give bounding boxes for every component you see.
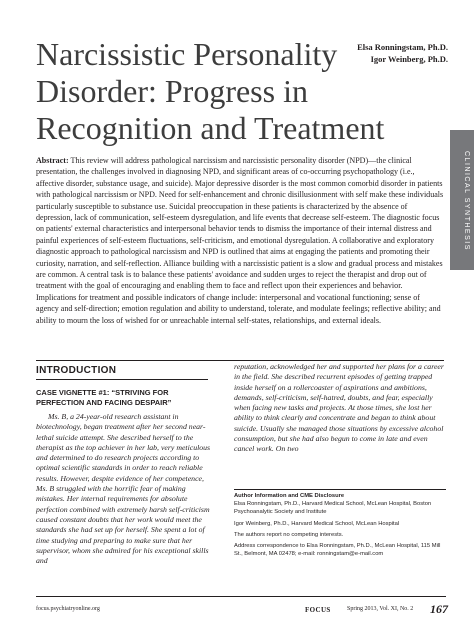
author-affiliation: Elsa Ronningstam, Ph.D., Harvard Medical School, McLean Hospital, Boston Psychoanalytic Society and Institute	[234, 501, 432, 516]
issue-info: Spring 2013, Vol. XI, No. 2	[347, 606, 414, 612]
author-name: Igor Weinberg, Ph.D.	[370, 54, 448, 64]
section-tab-label: CLINICAL SYNTHESIS	[463, 150, 470, 251]
title-line-3: Recognition and Treatment	[36, 110, 385, 146]
article-title	[36, 36, 385, 147]
left-column-text	[36, 412, 212, 566]
author-list	[318, 41, 448, 65]
section-heading-underline	[36, 379, 208, 380]
divider	[36, 360, 444, 361]
page-number: 167	[430, 602, 448, 616]
abstract	[36, 155, 444, 326]
vignette-paragraph-continued: reputation, acknowledged her and supported her plans for a career in the field. She described recurrent episodes of getting trapped inside herself on a rollercoaster of aspirations and ambitions, demands, self-criticism, self-hatred, doubts, and fear, especially when facing new tasks and projects. At those times, she lost her ability to think clearly and concentrate and began to think about suicide. Usually she managed those situations by excessive alcohol consumption, but she had also begun to come in late and even cancel work. On two	[234, 362, 444, 454]
competing-interests: The authors report no competing interests.	[234, 531, 344, 538]
author-affiliation: Igor Weinberg, Ph.D., Harvard Medical School, McLean Hospital	[234, 520, 400, 527]
abstract-text: This review will address pathological narcissism and narcissistic personality disorder (NPD)—the clinical presentation, the challenges involved in diagnosing NPD, and significant areas of co-occurring psychopathology (i.e., affective disorder, substance usage, and suicide). Major depressive disorder is the most common comorbid disorder in patients with pathological narcissism or NPD. Need for self-enhancement and chronic disillusionment with self make these individuals particularly susceptible to substance use. Suicidal preoccupation in these patients is characterized by the absence of depression, lack of communication, self-esteem dysregulation, and life events that decrease self-esteem. The diagnostic focus on patients' external characteristics and interpersonal behavior tends to dismiss the importance of their internal distress and painful experiences of self-esteem fluctuations, self-criticism, and emotional dysregulation. A collaborative and exploratory diagnostic approach to pathological narcissism and NPD is outlined that aims at engaging the patients and promoting their curiosity, narration, and self-reflection. Alliance building with a narcissistic patient is a slow and gradual process and mistakes are common. A central task is to balance these patients' avoidance and sudden urges to reject the therapist and drop out of treatment with the goal of encouraging and enabling them to face and reflect upon their experiences and behavior. Implications for treatment and possible indicators of change include: interpersonal and vocational functioning; sense of agency and self-direction; emotion regulation and ability to understand, tolerate, and modulate feelings; reflective ability; and ability to mourn the loss of wished for or unreachable internal self-states, relationships, and external ideals.	[36, 156, 444, 325]
author-info-divider	[234, 489, 446, 490]
right-column-text	[234, 362, 446, 455]
author-info-heading: Author Information and CME Disclosure	[234, 493, 345, 499]
abstract-label: Abstract:	[36, 156, 69, 165]
author-name: Elsa Ronningstam, Ph.D.	[357, 42, 448, 52]
footer-divider	[36, 596, 446, 597]
page-footer	[36, 603, 448, 619]
correspondence-address: Address correspondence to Elsa Ronningstam, Ph.D., McLean Hospital, 115 Mill St., Belmont, MA 02478; e-mail: ronningstam@e-mail.com	[234, 543, 441, 558]
journal-url[interactable]: focus.psychiatryonline.org	[36, 606, 100, 612]
vignette-paragraph: Ms. B, a 24-year-old research assistant in biotechnology, began treatment after her second near-lethal suicide attempt. She described herself to the therapist as the top achiever in her lab, very meticulous and determined to do research projects according to optimal scientific standards in order to reach reliable results. However, despite evidence of her competence, Ms. B struggled with the horrific fear of making mistakes. Her internal requirements for absolute perfection combined with extremely harsh self-criticism caused constant doubts that her work would meet the standards she had set up for herself. She spent a lot of time studying and preparing to make sure that her supervisor, whom she admired for his exceptional skills and	[36, 412, 211, 566]
title-line-1: Narcissistic Personality	[36, 36, 338, 72]
journal-name: FOCUS	[305, 606, 331, 614]
author-info-box	[234, 492, 446, 561]
case-vignette-heading: CASE VIGNETTE #1: “STRIVING FOR PERFECTION AND FACING DESPAIR”	[36, 388, 172, 407]
section-heading: INTRODUCTION	[36, 365, 117, 376]
title-line-2: Disorder: Progress in	[36, 73, 308, 109]
